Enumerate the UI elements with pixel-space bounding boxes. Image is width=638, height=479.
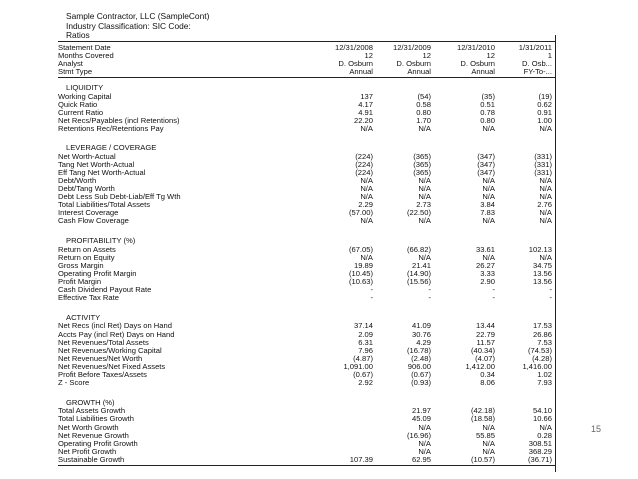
section-title: ACTIVITY [66,312,101,322]
ratio-row-value: (19) [538,91,552,101]
ratio-row-label: Debt/Worth [58,175,97,185]
ratio-row-label: Net Recs (incl Ret) Days on Hand [58,321,172,331]
ratio-row-value: 26.86 [532,329,552,339]
ratio-row-value: 0.58 [416,99,431,109]
meta-row-value: 12/31/2008 [334,43,373,52]
ratio-row-value: (4.07) [475,353,495,363]
ratio-row-value: N/A [418,191,431,201]
ratio-row-value: N/A [539,422,552,432]
ratio-row-value: 906.00 [407,361,431,371]
ratio-row-value: 137 [360,91,373,101]
ratio-row-value: 107.39 [349,454,373,464]
ratio-row-value: 0.34 [480,369,495,379]
meta-row-value: 12 [486,51,495,61]
ratio-row-value: (22.50) [406,207,431,217]
ratio-row-value: (331) [534,159,552,169]
meta-row-value: Annual [349,67,373,77]
ratio-row-value: (16.96) [406,430,431,440]
meta-row-label: Statement Date [58,43,111,52]
ratio-row-value: 30.76 [411,329,431,339]
ratio-row-label: Net Worth Growth [58,422,119,432]
meta-row-value: 12/31/2010 [456,43,495,52]
meta-row-value: D. Osburn [338,59,373,69]
ratio-row-value: N/A [482,123,495,133]
ratio-row-value: 1,416.00 [522,361,552,371]
ratio-row-value: (40.34) [470,345,495,355]
ratio-row-value: 54.10 [532,406,552,416]
ratio-row-value: 4.29 [416,337,431,347]
ratio-row-value: - [428,284,431,294]
ratio-row-value: 7.96 [358,345,373,355]
ratio-row-value: (66.82) [406,244,431,254]
ratio-row-value: 22.20 [353,115,373,125]
ratio-row-value: 2.90 [480,276,495,286]
ratio-row-value: - [370,292,373,302]
ratio-row-label: Accts Pay (incl Ret) Days on Hand [58,329,175,339]
meta-row-value: D. Osburn [460,59,495,69]
section-title: GROWTH (%) [66,397,115,407]
ratio-row-value: (0.67) [353,369,373,379]
ratio-row-value: 34.75 [532,260,552,270]
ratio-row-label: Operating Profit Growth [58,438,138,448]
ratio-row-value: 7.53 [537,337,552,347]
meta-row-value: Annual [407,67,431,77]
ratio-row-value: N/A [418,422,431,432]
ratio-row-value: (4.87) [353,353,373,363]
meta-row-value: 12 [364,51,373,61]
ratio-row-value: 55.85 [475,430,495,440]
ratio-row-value: N/A [482,422,495,432]
ratio-row-label: Total Liabilities Growth [58,414,134,424]
meta-row-value: FY-To-... [523,67,552,77]
ratio-row-label: Total Liabilities/Total Assets [58,199,151,209]
ratio-row-value: 308.51 [528,438,552,448]
ratio-row-value: (2.48) [411,353,431,363]
ratio-row-value: 21.97 [411,406,431,416]
ratio-row-label: Working Capital [58,91,112,101]
ratio-row-label: Cash Dividend Payout Rate [58,284,152,294]
ratio-row-value: 1.70 [416,115,431,125]
ratio-row-value: 6.31 [358,337,373,347]
ratio-row-value: N/A [482,215,495,225]
ratio-row-value: 26.27 [475,260,495,270]
ratio-row-value: N/A [360,252,373,262]
ratio-row-value: - [549,284,552,294]
ratio-row-label: Net Revenues/Net Worth [58,353,143,363]
ratio-row-value: 0.80 [480,115,495,125]
ratio-row-value: 4.91 [358,107,373,117]
ratio-row-label: Current Ratio [58,107,104,117]
ratio-row-value: 37.14 [353,321,373,331]
ratio-row-value: (10.57) [470,454,495,464]
ratio-row-value: 2.92 [358,377,373,387]
ratio-row-value: (331) [534,167,552,177]
ratio-row-value: N/A [418,438,431,448]
ratio-row-value: 1.02 [537,369,552,379]
ratio-row-label: Debt/Tang Worth [58,183,115,193]
ratio-row-value: - [492,284,495,294]
report-header-line: Sample Contractor, LLC (SampleCont) [66,11,210,21]
ratio-row-value: N/A [539,175,552,185]
ratio-row-value: 0.80 [416,107,431,117]
ratio-row-value: (347) [477,167,495,177]
ratio-row-value: 22.79 [475,329,495,339]
ratio-row-value: 21.41 [411,260,431,270]
ratio-row-value: (42.18) [470,406,495,416]
ratio-row-value: N/A [482,183,495,193]
ratio-row-value: (365) [413,159,431,169]
ratio-row-label: Return on Equity [58,252,115,262]
ratio-row-value: (18.58) [470,414,495,424]
ratio-row-value: N/A [539,183,552,193]
ratio-row-value: (10.63) [348,276,373,286]
ratio-row-label: Cash Flow Coverage [58,215,129,225]
ratio-row-label: Effective Tax Rate [58,292,119,302]
ratio-row-value: 7.93 [537,377,552,387]
ratio-row-value: (224) [355,167,373,177]
ratio-row-value: 11.57 [476,337,495,347]
ratio-row-label: Quick Ratio [58,99,98,109]
ratio-row-value: (0.93) [411,377,431,387]
ratio-row-label: Profit Margin [58,276,102,286]
ratio-row-value: 10.66 [532,414,552,424]
ratio-row-value: (224) [355,151,373,161]
ratio-row-value: (36.71) [527,454,552,464]
ratio-row-value: 7.83 [480,207,495,217]
header-rule [58,41,555,42]
ratio-row-value: N/A [482,438,495,448]
ratio-row-value: 33.61 [475,244,495,254]
ratio-row-value: (35) [481,91,495,101]
ratio-row-label: Net Revenue Growth [58,430,129,440]
ratio-row-value: N/A [418,252,431,262]
ratio-row-label: Eff Tang Net Worth-Actual [58,167,146,177]
ratio-row-label: Net Revenues/Total Assets [58,337,149,347]
ratio-row-label: Gross Margin [58,260,104,270]
ratio-row-label: Interest Coverage [58,207,119,217]
ratio-row-value: (0.67) [411,369,431,379]
ratio-row-value: 368.29 [528,446,552,456]
ratio-row-value: (57.00) [348,207,373,217]
ratio-row-label: Sustainable Growth [58,454,125,464]
ratio-row-value: N/A [418,215,431,225]
section-title: PROFITABILITY (%) [66,236,136,245]
ratio-row-value: (14.90) [406,268,431,278]
ratio-row-value: N/A [539,123,552,133]
meta-row-value: 1 [547,51,552,61]
ratio-row-value: (74.53) [527,345,552,355]
ratio-row-value: 3.33 [480,268,495,278]
ratio-row-value: 102.13 [528,244,552,254]
ratio-row-label: Debt Less Sub Debt-Liab/Eff Tg Wth [58,191,181,201]
ratio-row-value: 3.84 [480,199,495,209]
ratio-row-value: N/A [482,446,495,456]
ratio-row-value: N/A [360,175,373,185]
ratio-row-value: 13.56 [532,276,552,286]
ratio-row-value: (16.78) [406,345,431,355]
page-number: 15 [591,424,602,434]
ratio-row-value: N/A [360,183,373,193]
ratio-row-value: 1,412.00 [465,361,495,371]
ratio-row-value: N/A [539,191,552,201]
ratio-row-label: Net Recs/Payables (incl Retentions) [58,115,180,125]
ratio-row-label: Net Revenues/Net Fixed Assets [58,361,166,371]
ratio-row-value: 8.06 [480,377,495,387]
ratio-row-value: N/A [539,207,552,217]
ratio-row-value: 41.09 [411,321,431,331]
report-header-line: Ratios [66,30,90,41]
ratio-row-value: N/A [482,175,495,185]
ratio-row-value: 2.73 [416,199,431,209]
meta-row-value: 1/31/2011 [518,43,552,52]
ratio-row-value: - [549,292,552,302]
ratio-row-value: (224) [355,159,373,169]
ratio-row-label: Net Worth-Actual [58,151,116,161]
meta-row-value: 12/31/2009 [392,43,431,52]
ratio-row-label: Return on Assets [58,244,116,254]
ratio-row-value: 0.78 [480,107,495,117]
ratio-row-value: 2.29 [358,199,373,209]
ratio-row-value: N/A [482,191,495,201]
ratio-row-value: 13.56 [532,268,552,278]
ratio-row-value: N/A [418,175,431,185]
ratio-row-value: (365) [413,151,431,161]
meta-row-value: 12 [422,51,431,61]
ratio-row-value: 1,091.00 [343,361,373,371]
ratio-row-label: Operating Profit Margin [58,268,137,278]
ratio-row-label: Total Assets Growth [58,406,126,416]
ratio-row-label: Z - Score [58,377,90,387]
ratio-row-value: 0.62 [537,99,552,109]
ratio-row-value: N/A [360,123,373,133]
ratio-row-label: Net Profit Growth [58,446,117,456]
ratio-row-value: (347) [477,159,495,169]
ratio-row-value: (67.05) [348,244,373,254]
meta-rule [58,77,555,78]
meta-row-label: Months Covered [58,51,114,61]
ratio-row-value: 17.53 [532,321,552,331]
bottom-rule [58,465,555,466]
ratio-row-label: Retentions Rec/Retentions Pay [58,123,164,133]
ratio-row-value: 2.76 [537,199,552,209]
ratio-row-value: - [428,292,431,302]
ratio-row-value: N/A [482,252,495,262]
ratio-row-value: 19.89 [353,260,373,270]
ratio-row-value: 13.44 [475,321,495,331]
ratio-row-value: (15.56) [406,276,431,286]
ratio-row-value: N/A [360,191,373,201]
ratio-row-value: 4.17 [358,99,373,109]
meta-row-value: D. Osb... [522,59,552,69]
section-title: LIQUIDITY [66,83,104,93]
ratio-row-value: N/A [539,252,552,262]
ratio-row-value: N/A [539,215,552,225]
ratio-row-value: (54) [417,91,431,101]
meta-row-value: Annual [471,67,495,77]
ratio-row-value: 0.51 [480,99,495,109]
ratio-row-value: 0.91 [537,107,552,117]
ratio-row-value: (331) [534,151,552,161]
ratio-row-value: (347) [477,151,495,161]
ratio-row-value: N/A [418,183,431,193]
ratio-row-value: 2.09 [358,329,373,339]
ratio-row-value: (4.28) [532,353,552,363]
meta-row-label: Stmt Type [58,67,93,77]
ratio-row-value: 62.95 [411,454,431,464]
ratio-row-value: - [370,284,373,294]
ratio-row-value: 0.28 [537,430,552,440]
ratio-row-value: 45.09 [411,414,431,424]
ratio-row-label: Profit Before Taxes/Assets [58,369,147,379]
ratio-row-value: - [492,292,495,302]
section-title: LEVERAGE / COVERAGE [66,143,157,152]
ratio-row-label: Net Revenues/Working Capital [58,345,162,355]
ratio-row-value: (365) [413,167,431,177]
ratio-row-value: N/A [360,215,373,225]
column-edge-line [555,35,556,472]
ratio-row-value: 1.00 [537,115,552,125]
meta-row-value: D. Osburn [396,59,431,69]
ratio-row-value: N/A [418,446,431,456]
ratio-row-value: (10.45) [348,268,373,278]
meta-row-label: Analyst [58,59,83,69]
ratio-row-value: N/A [418,123,431,133]
ratio-row-label: Tang Net Worth-Actual [58,159,135,169]
report-header-line: Industry Classification: SIC Code: [66,20,191,31]
